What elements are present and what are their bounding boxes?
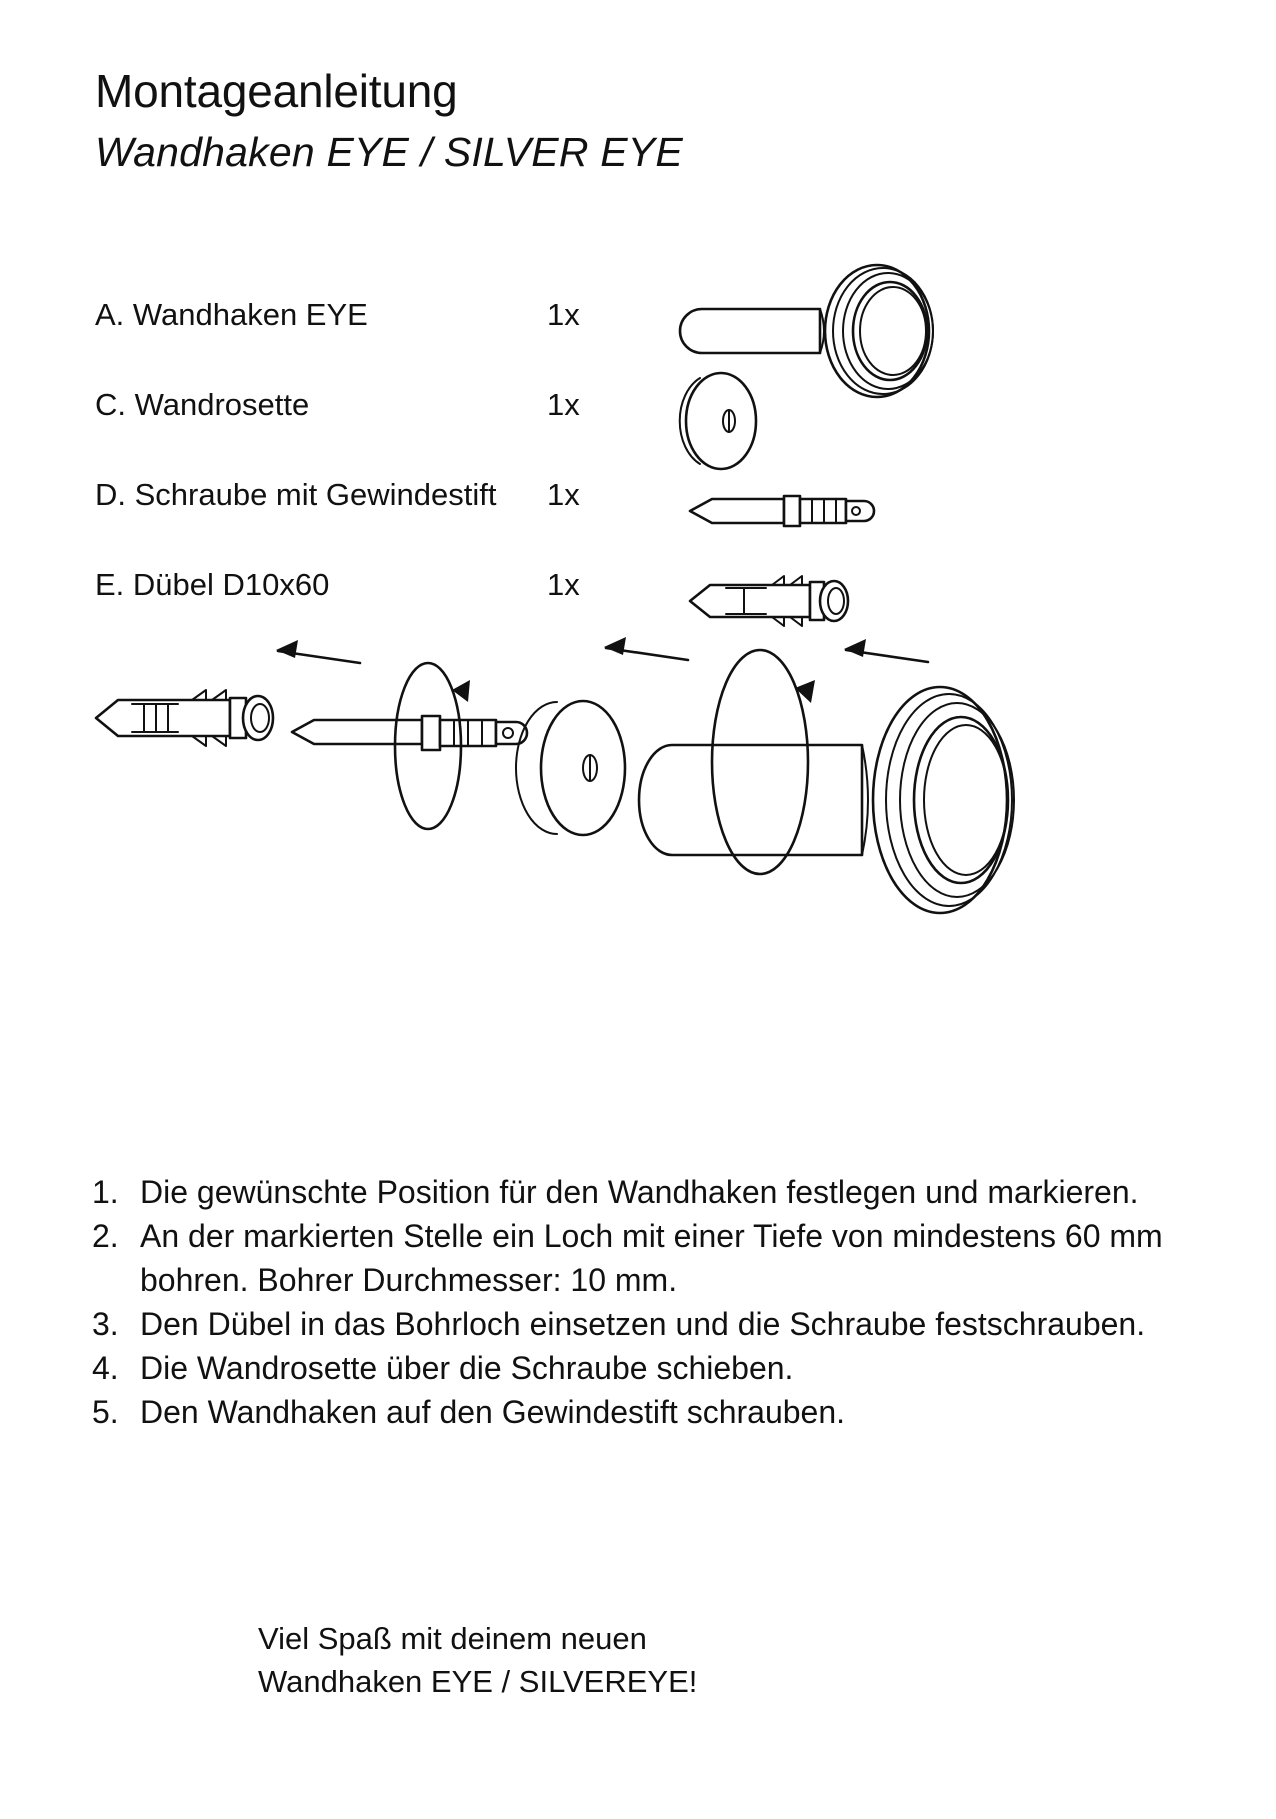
part-quantity-a: 1x [547,297,580,332]
instruction-step [92,1302,1212,1346]
step-text: Den Wandhaken auf den Gewindestift schrauben. [140,1394,846,1430]
part-quantity-c: 1x [547,387,580,422]
step-number: 1. [92,1174,119,1210]
page-subtitle: Wandhaken EYE / SILVER EYE [95,129,683,175]
diagram-wall-rosette-icon [516,701,625,835]
parts-list [95,282,1185,642]
part-label-e: E. Dübel D10x60 [95,567,330,602]
diagram-screw-with-threaded-pin-icon [292,716,527,750]
instruction-steps [92,1170,1212,1434]
wall-plug-dowel-icon [590,530,1150,650]
diagram-wall-hook-eye-icon [639,687,1014,913]
step-number: 3. [92,1306,119,1342]
assembly-arrow-left-3 [844,639,928,662]
page-title: Montageanleitung [95,65,458,117]
closing-line-2: Wandhaken EYE / SILVEREYE! [258,1664,698,1699]
parts-list-row-e [95,552,1185,642]
instruction-step [92,1346,1212,1390]
part-label-c: C. Wandrosette [95,387,310,422]
step-number: 4. [92,1350,119,1386]
part-quantity-e: 1x [547,567,580,602]
assembly-arrow-left-2 [604,637,688,660]
instruction-step [92,1214,1212,1302]
document-header [95,62,1095,180]
step-text: Die Wandrosette über die Schraube schieben. [140,1350,794,1386]
part-label-d: D. Schraube mit Gewindestift [95,477,497,512]
closing-message [258,1617,1058,1703]
step-number: 5. [92,1394,119,1430]
assembly-arrow-left-1 [276,640,360,663]
part-quantity-d: 1x [547,477,580,512]
step-text: Den Dübel in das Bohrloch einsetzen und die Schraube festschrauben. [140,1306,1146,1342]
step-text: An der markierten Stelle ein Loch mit einer Tiefe von mindestens 60 mm bohren. Bohrer Durchmesser: 10 mm. [140,1218,1163,1298]
diagram-wall-plug-dowel-icon [96,690,273,746]
step-text: Die gewünschte Position für den Wandhaken festlegen und markieren. [140,1174,1139,1210]
instruction-step [92,1170,1212,1214]
part-label-a: A. Wandhaken EYE [95,297,368,332]
closing-line-1: Viel Spaß mit deinem neuen [258,1621,647,1656]
exploded-assembly-diagram [60,640,1220,1000]
instruction-step [92,1390,1212,1434]
step-number: 2. [92,1218,119,1254]
